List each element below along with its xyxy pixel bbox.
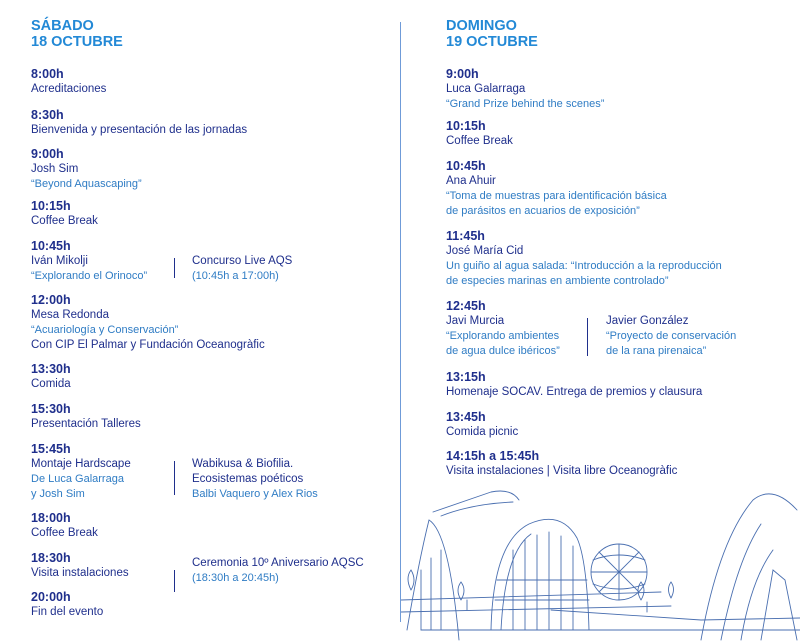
event-time: 15:30h [31, 402, 71, 416]
sun-event-1045 [446, 159, 667, 218]
saturday-date: 18 OCTUBRE [31, 34, 123, 50]
session-subtitle: (18:30h a 20:45h) [192, 572, 279, 584]
event-title: Fin del evento [31, 606, 104, 618]
session-left [31, 457, 131, 501]
session-subtitle: “Proyecto de conservación [606, 330, 737, 342]
event-time: 10:15h [31, 199, 71, 213]
session-subtitle-2: de la rana pirenaica” [606, 344, 707, 357]
event-subtitle: “Beyond Aquascaping” [31, 178, 142, 190]
session-separator [587, 318, 588, 356]
session-right [192, 457, 318, 502]
event-time: 18:00h [31, 511, 71, 525]
sunday-date: 19 OCTUBRE [446, 34, 538, 50]
event-subtitle-2: de parásitos en acuarios de exposición” [446, 204, 640, 217]
event-time: 9:00h [31, 147, 64, 161]
sat-event-2000 [31, 590, 103, 620]
sat-event-1545 [31, 442, 318, 500]
sun-event-1315 [446, 370, 702, 400]
sat-event-1830 [31, 551, 364, 584]
event-time: 10:45h [31, 239, 71, 253]
sat-event-1200 [31, 293, 265, 353]
event-title: Homenaje SOCAV. Entrega de premios y clausura [446, 386, 703, 398]
sun-event-0900 [446, 67, 604, 112]
event-time: 10:45h [446, 159, 486, 173]
event-time: 11:45h [446, 229, 485, 243]
sunday-heading [446, 18, 538, 50]
session-subtitle: (10:45h a 17:00h) [192, 270, 279, 282]
session-subtitle: De Luca Galarraga [31, 473, 124, 485]
session-separator [174, 258, 175, 278]
event-title: Visita instalaciones | Visita libre Oceanogràfic [446, 465, 678, 477]
sunday-day: DOMINGO [446, 18, 517, 34]
saturday-heading [31, 18, 123, 50]
event-time: 13:15h [446, 370, 486, 384]
sat-event-1045 [31, 239, 293, 282]
event-time: 18:30h [31, 551, 71, 565]
event-title: Bienvenida y presentación de las jornadas [31, 124, 248, 136]
event-subtitle: Un guiño al agua salada: “Introducción a la reproducción [446, 260, 722, 272]
event-title: Ana Ahuir [446, 175, 496, 187]
event-title: Coffee Break [446, 135, 513, 147]
session-subtitle-2: de agua dulce ibéricos” [446, 344, 560, 357]
session-title: Visita instalaciones [31, 567, 129, 579]
session-title-2: Ecosistemas poéticos [192, 473, 304, 485]
session-title: Montaje Hardscape [31, 458, 131, 470]
event-time: 12:45h [446, 299, 486, 313]
session-left [446, 314, 560, 358]
session-title: Concurso Live AQS [192, 255, 293, 267]
sun-event-1345 [446, 410, 518, 440]
event-title: Coffee Break [31, 527, 98, 539]
sun-event-1015 [446, 119, 513, 149]
event-time: 15:45h [31, 442, 71, 456]
sun-event-1145 [446, 229, 722, 288]
event-title: Mesa Redonda [31, 309, 109, 321]
session-right [606, 314, 736, 358]
session-title: Javi Murcia [446, 315, 505, 327]
sat-event-0800 [31, 67, 106, 97]
session-right [192, 556, 364, 586]
event-subtitle: “Grand Prize behind the scenes” [446, 98, 605, 110]
event-title: Luca Galarraga [446, 83, 526, 95]
sat-event-1530 [31, 402, 141, 432]
session-title: Iván Mikolji [31, 255, 88, 267]
event-time: 20:00h [31, 590, 71, 604]
sun-event-1245 [446, 299, 737, 357]
saturday-day: SÁBADO [31, 18, 94, 34]
session-title: Wabikusa & Biofilia. [192, 458, 294, 470]
event-title: José María Cid [446, 245, 524, 257]
session-title: Ceremonia 10º Aniversario AQSC [192, 557, 364, 569]
event-time: 9:00h [446, 67, 479, 81]
event-title: Comida picnic [446, 426, 519, 438]
event-time: 13:45h [446, 410, 486, 424]
event-title: Coffee Break [31, 215, 98, 227]
sun-event-1415 [446, 449, 677, 479]
session-subtitle: “Explorando el Orinoco” [31, 270, 148, 282]
event-time: 13:30h [31, 362, 71, 376]
session-left [31, 254, 147, 284]
city-of-arts-sketch-illustration [401, 480, 800, 642]
session-right [192, 254, 292, 284]
session-separator [174, 461, 175, 495]
event-subtitle: “Toma de muestras para identificación básica [446, 190, 667, 202]
event-extra: Con CIP El Palmar y Fundación Oceanogràfic [31, 338, 265, 351]
sat-event-1330 [31, 362, 71, 392]
event-time: 12:00h [31, 293, 71, 307]
event-title: Presentación Talleres [31, 418, 141, 430]
event-title: Josh Sim [31, 163, 79, 175]
session-left [31, 566, 129, 581]
sat-event-1800 [31, 511, 98, 541]
sat-event-0830 [31, 108, 247, 138]
session-subtitle: Balbi Vaquero y Alex Rios [192, 488, 318, 500]
session-separator [174, 570, 175, 592]
event-time: 10:15h [446, 119, 486, 133]
event-subtitle: “Acuariología y Conservación” [31, 324, 179, 336]
event-time: 8:30h [31, 108, 64, 122]
event-time: 8:00h [31, 67, 64, 81]
sat-event-1015 [31, 199, 98, 229]
session-title: Javier González [606, 315, 689, 327]
event-time: 14:15h a 15:45h [446, 449, 540, 463]
session-subtitle-2: y Josh Sim [31, 487, 85, 500]
event-title: Comida [31, 378, 71, 390]
sat-event-0900 [31, 147, 142, 192]
event-subtitle-2: de especies marinas en ambiente controlado” [446, 274, 669, 287]
event-title: Acreditaciones [31, 83, 107, 95]
session-subtitle: “Explorando ambientes [446, 330, 560, 342]
